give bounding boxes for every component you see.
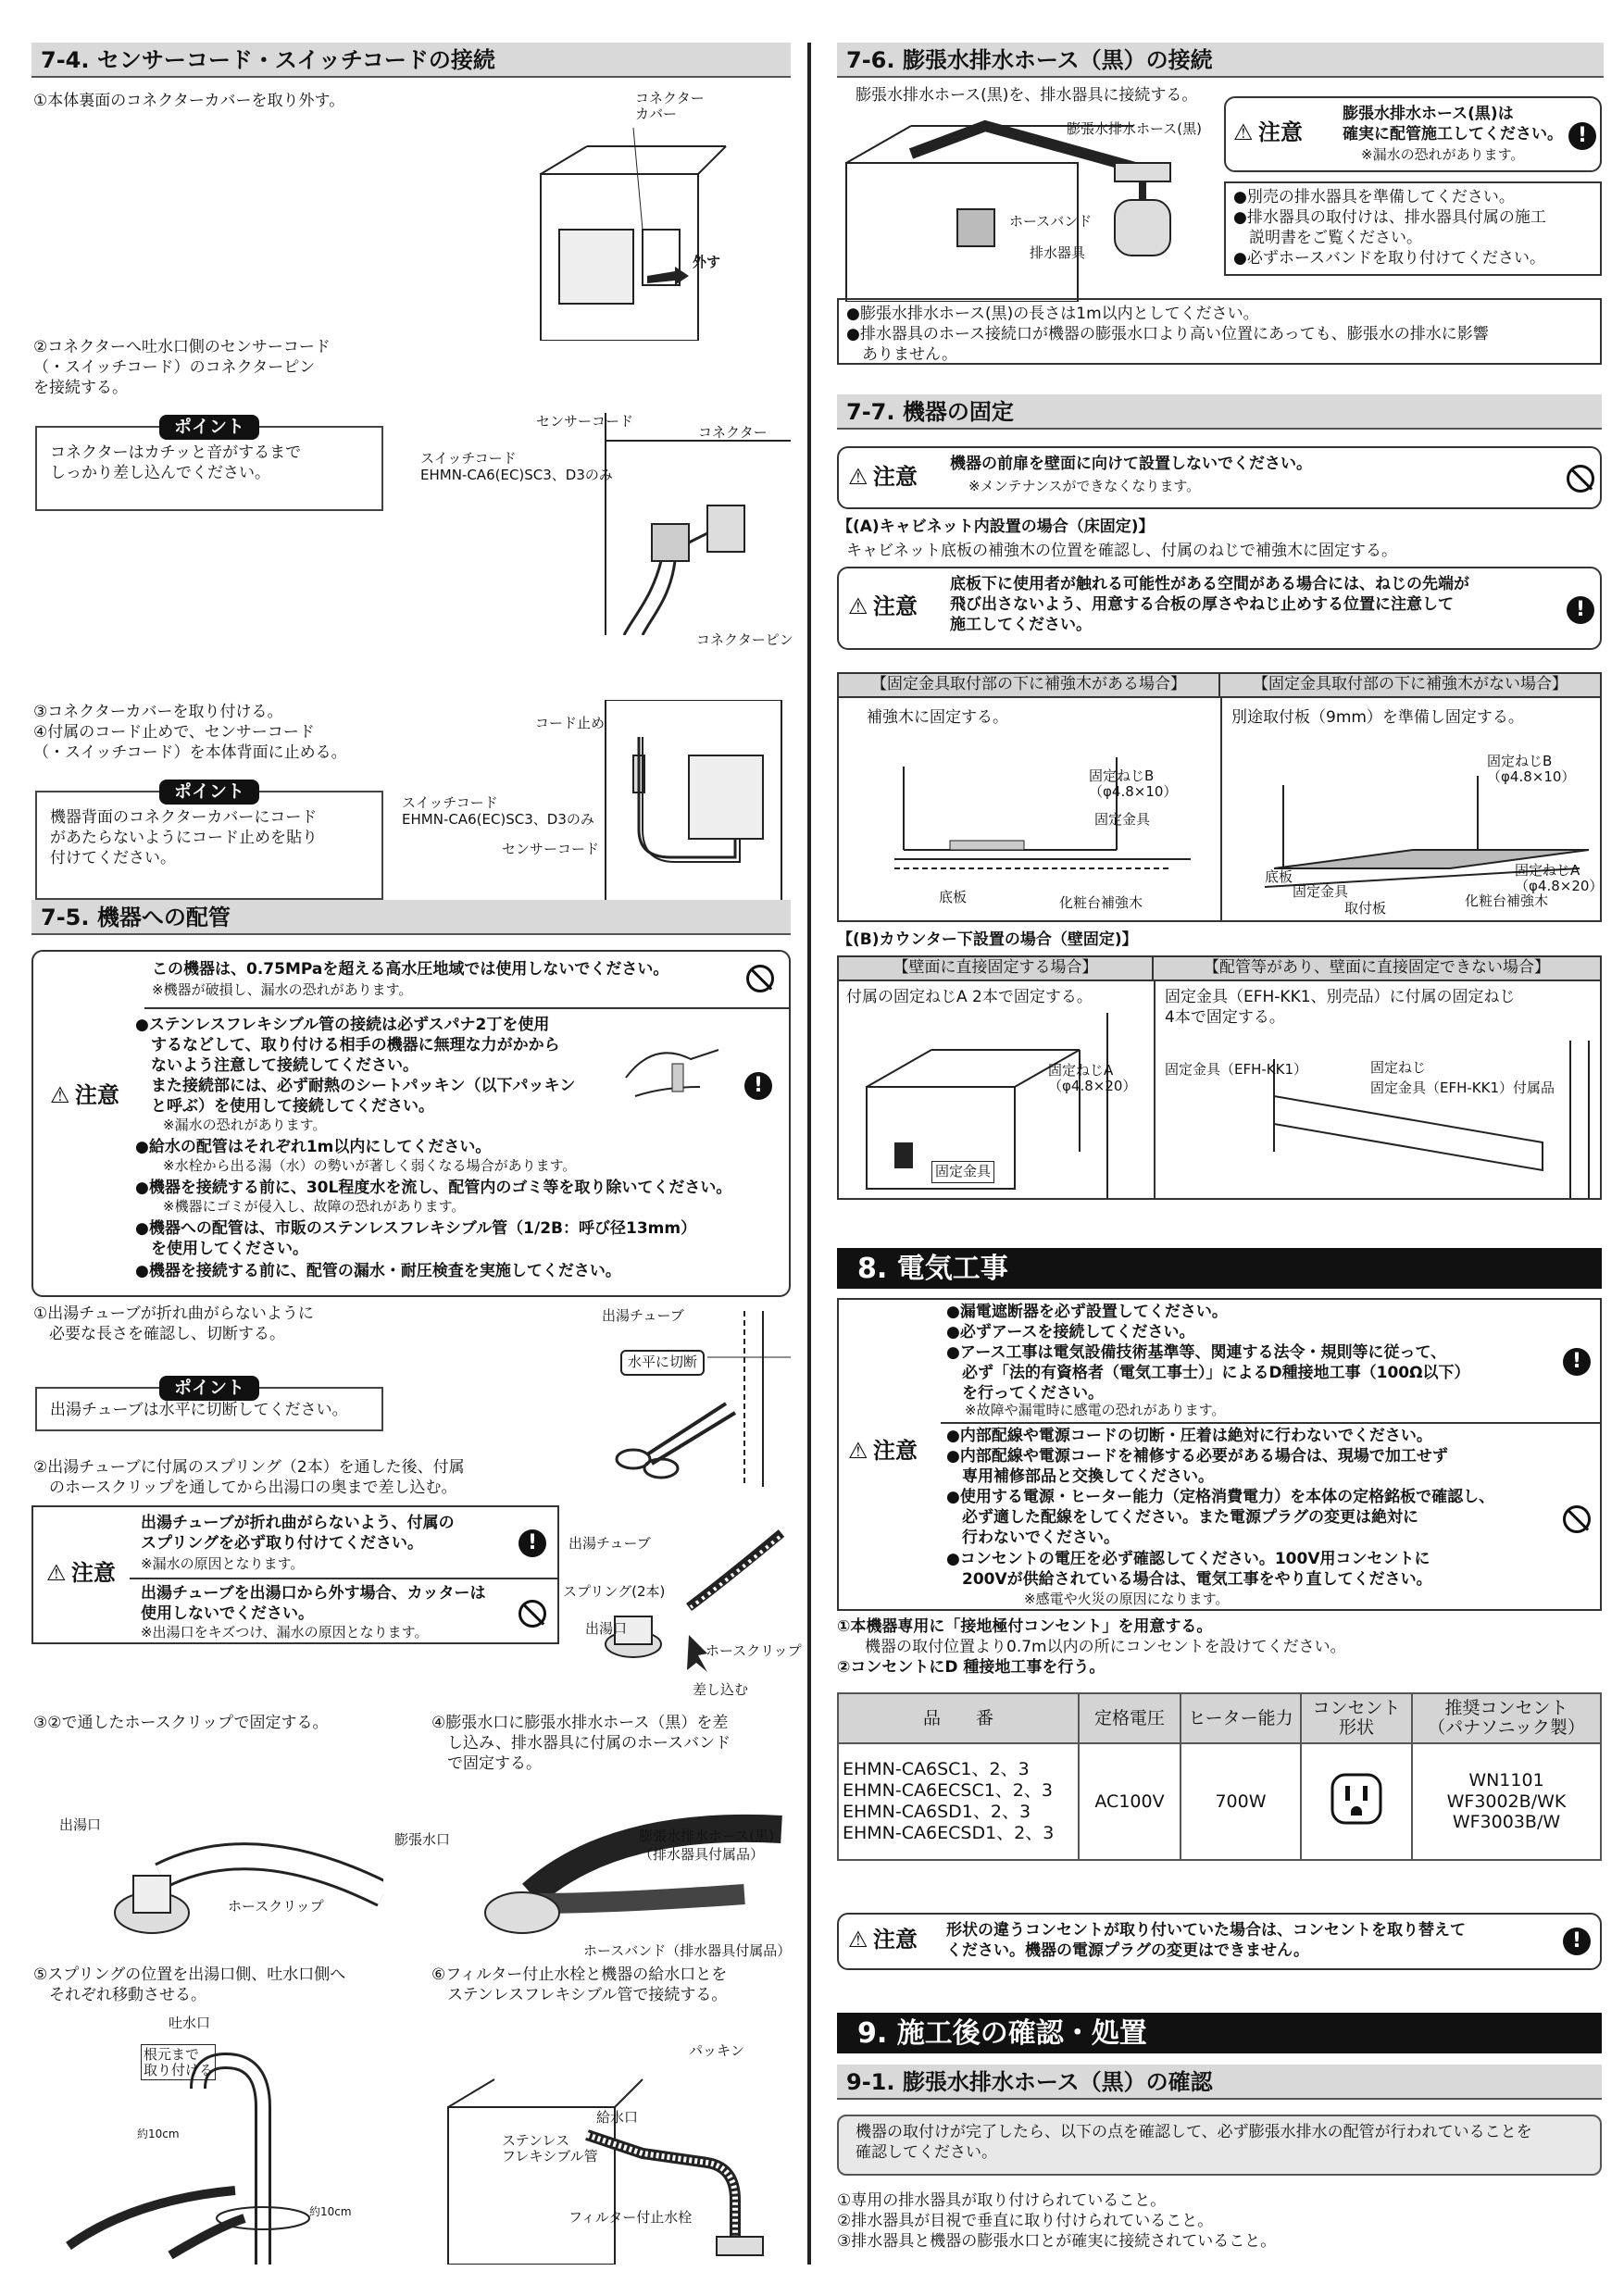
td-models: EHMN-CA6SC1、2、3 EHMN-CA6ECSC1、2、3 EHMN-CA6SD1、2、3 EHMN-CA6ECSD1、2、3 [838, 1743, 1079, 1860]
fig3-label-sensor: センサーコード [502, 841, 600, 857]
caution-8-c2-note: ※感電や火災の原因になります。 [1024, 1591, 1230, 1607]
point-text-2: 機器背面のコネクターカバーにコード があたらないようにコード止めを貼り 付けてください。 [50, 808, 318, 868]
caution-7-5-c1-note: ※機器が破損し、漏水の恐れがあります。 [152, 981, 413, 998]
fig-label-outlet: 出湯口 [585, 1620, 628, 1637]
section-7-4-title: 7-4. センサーコード・スイッチコードの接続 [31, 43, 791, 78]
fig-label-tube: 出湯チューブ [602, 1307, 684, 1324]
bottom-notes-7-6: ●膨張水排水ホース(黒)の長さは1m以内としてください。 ●排水器具のホース接続口が機器の膨張水口より高い位置にあっても、膨張水の排水に影響 ありません。 [837, 298, 1602, 365]
fig3-label-clip: ホースクリップ [228, 1898, 324, 1915]
f2-bracket: 固定金具 [1293, 883, 1349, 900]
f4-bracket: 固定金具（EFH-KK1） [1165, 1061, 1308, 1078]
figure-cord-stop [596, 700, 791, 913]
caution-7-7-1-note: ※メンテナンスができなくなります。 [968, 478, 1201, 494]
fig1-label-cover: コネクター カバー [635, 90, 705, 122]
s9-box: 機器の取付けが完了したら、以下の点を確認して、必ず膨張水排水の配管が行われていることを 確認してください。 [837, 2115, 1602, 2176]
f2-floor: 底板 [1265, 868, 1293, 885]
caution-label-7-6: ⚠ 注意 [1233, 119, 1303, 147]
spanner-hands-icon [617, 1022, 728, 1115]
prohibit-icon [746, 965, 774, 992]
s9-list: ①専用の排水器具が取り付けられていること。 ②排水器具が目視で垂直に取り付けられていること。 ③排水器具と機器の膨張水口とが確実に接続されていること。 [837, 2191, 1277, 2252]
th-voltage: 定格電圧 [1079, 1693, 1181, 1743]
table-floor-fix [837, 672, 1602, 922]
f4-acc: 固定金具（EFH-KK1）付属品 [1370, 1079, 1555, 1096]
spec-table [837, 1692, 1602, 1861]
s74-step2: ②コネクターへ吐水口側のセンサーコード （・スイッチコード）のコネクターピン を接続する。 [33, 338, 331, 398]
fig3-label-stop: コード止め [535, 715, 606, 731]
caution-box-7-5 [31, 950, 791, 1297]
caution-8-c2: ●内部配線や電源コードの切断・圧着は絶対に行わないでください。 ●内部配線や電源コードを補修する必要がある場合は、現場で加工せず 専用補修部品と交換してください。 ●使用する電源・ヒーター能力（定格消費電力）を本体の定格銘板で確認し、 必ず適した配線をしてください。また電源プラグの変更は絶対に 行わないでください。 ●コンセントの電圧を必ず確認してください。100V用コンセントに 200Vが供給されている場合は、電気工事をやり直してください。 [946, 1427, 1495, 1589]
f1-bracket: 固定金具 [1094, 811, 1151, 828]
fig-label-insert: 差し込む [693, 1681, 749, 1698]
f2-screwA: 固定ねじA （φ4.8×20） [1515, 862, 1604, 894]
s74-step1: ①本体裏面のコネクターカバーを取り外す。 [33, 92, 345, 110]
f1-screw: 固定ねじB （φ4.8×10） [1089, 767, 1178, 800]
table-floor-c1: 補強木に固定する。 [867, 708, 1008, 727]
td-outlet-shape [1301, 1743, 1412, 1860]
s74-step3: ③コネクターカバーを取り付ける。 ④付属のコード止めで、センサーコード （・スイッチコード）を本体背面に止める。 [33, 703, 347, 763]
table-floor-h2: 【固定金具取付部の下に補強木がない場合】 [1220, 674, 1600, 698]
caution-7-5-c3: ●給水の配管はそれぞれ1m以内にしてください。 [135, 1138, 492, 1156]
fig3-label-switch: スイッチコード EHMN-CA6(EC)SC3、D3のみ [402, 794, 594, 828]
fig-76-hose: 膨張水排水ホース(黒) [1067, 120, 1202, 137]
caution-label-8: ⚠ 注意 [848, 1437, 918, 1466]
caution-tube-c8-note: ※出湯口をキズつけ、漏水の原因となります。 [141, 1624, 429, 1641]
fig6-label-valve: フィルター付止水栓 [568, 2209, 693, 2226]
s77-a-text: キャビネット底板の補強木の位置を確認し、付属のねじで補強木に固定する。 [846, 542, 1397, 560]
mandatory-icon-6: ! [1563, 1928, 1591, 1955]
caution-7-6-note: ※漏水の恐れがあります。 [1361, 146, 1525, 163]
caution-7-7-1: 機器の前扉を壁面に向けて設置しないでください。 [950, 455, 1312, 473]
figure-wall-direct [857, 1013, 1135, 1198]
fig6-label-flex: ステンレス フレキシブル管 [502, 2132, 598, 2165]
f4-screw: 固定ねじ [1370, 1059, 1427, 1076]
point-tag-3: ポイント [159, 1376, 259, 1401]
warning-triangle-icon-2: ⚠ [46, 1560, 67, 1586]
f1-floor: 底板 [939, 889, 968, 905]
s75-step1: ①出湯チューブが折れ曲がらないように 必要な長さを確認し、切断する。 [33, 1304, 314, 1344]
warning-triangle-icon-5: ⚠ [848, 593, 868, 619]
mandatory-icon-3: ! [1568, 122, 1596, 150]
fig-label-cut: 水平に切断 [620, 1350, 705, 1376]
fig-label-tube2: 出湯チューブ [568, 1535, 651, 1552]
left-column [31, 43, 802, 2265]
point-text-1: コネクターはカチッと音がするまで しっかり差し込んでください。 [50, 443, 302, 483]
caution-8-c3: 形状の違うコンセントが取り付いていた場合は、コンセントを取り替えて ください。機器の電源プラグの変更はできません。 [946, 1921, 1466, 1961]
th-heater: ヒーター能力 [1181, 1693, 1301, 1743]
td-voltage: AC100V [1079, 1743, 1181, 1860]
caution-7-5-c4: ●機器を接続する前に、30L程度水を流し、配管内のゴミ等を取り除いてください。 [135, 1179, 732, 1197]
section-9-title: 9. 施工後の確認・処置 [837, 2013, 1602, 2053]
table-wall-fix [837, 955, 1602, 1200]
fig2-label-pin: コネクターピン [696, 631, 793, 648]
fig2-label-sensor: センサーコード [536, 413, 634, 430]
figure-connector-pin [596, 413, 791, 635]
caution-tube-c7-note: ※漏水の原因となります。 [141, 1555, 305, 1572]
td-heater: 700W [1181, 1743, 1301, 1860]
fig6-label-inlet: 給水口 [596, 2109, 639, 2126]
s75-step2: ②出湯チューブに付属のスプリング（2本）を通した後、付属 のホースクリップを通してから出湯口の奥まで差し込む。 [33, 1458, 465, 1498]
figure-wall-bracket [1265, 1041, 1598, 1198]
warning-triangle-icon-4: ⚠ [848, 464, 868, 490]
right-column [837, 43, 1604, 2265]
section-7-5-title: 7-5. 機器への配管 [31, 900, 791, 935]
caution-7-5-c5: ●機器への配管は、市販のステンレスフレキシブル管（1/2B：呼び径13mm） を使用してください。 [135, 1219, 697, 1259]
point-box-3 [35, 1378, 383, 1431]
s75-step4: ④膨張水口に膨張水排水ホース（黒）を差 し込み、排水器具に付属のホースバンド で固定する。 [431, 1714, 731, 1774]
mandatory-icon-4: ! [1567, 596, 1594, 624]
figure-hose-band [467, 1792, 791, 1959]
fig1-label-remove: 外す [693, 254, 721, 270]
fig5-label-10a: 約10cm [137, 2128, 180, 2140]
fig4-label-hose: 膨張水排水ホース(黒) （排水器具付属品） [639, 1828, 774, 1863]
warning-triangle-icon-3: ⚠ [1233, 119, 1254, 145]
section-8-title: 8. 電気工事 [837, 1248, 1602, 1289]
column-divider [807, 43, 811, 2265]
warning-triangle-icon: ⚠ [50, 1082, 70, 1108]
s76-intro: 膨張水排水ホース(黒)を、排水器具に接続する。 [856, 86, 1198, 105]
s8-step1: ①本機器専用に「接地極付コンセント」を用意する。 [837, 1617, 1213, 1636]
section-9-1-title: 9-1. 膨張水排水ホース（黒）の確認 [837, 2065, 1602, 2100]
table-wall-c2: 固定金具（EFH-KK1、別売品）に付属の固定ねじ 4本で固定する。 [1165, 988, 1516, 1028]
caution-box-tube [31, 1505, 559, 1644]
figure-flex-pipe [420, 2033, 791, 2265]
caution-box-7-6 [1224, 96, 1602, 172]
point-tag-2: ポイント [159, 780, 259, 805]
s75-step3: ③②で通したホースクリップで固定する。 [33, 1714, 329, 1732]
figure-hose-clip [69, 1820, 383, 1959]
caution-7-7-2: 底板下に使用者が触れる可能性がある空間がある場合には、ねじの先端が 飛び出さないよう、用意する合板の厚さやねじ止めする位置に注意して 施工してください。 [950, 575, 1469, 635]
fig5-label-10b: 約10cm [309, 2205, 352, 2218]
td-rec: WN1101 WF3002B/WK WF3003B/W [1412, 1743, 1601, 1860]
point-box-1 [35, 417, 383, 511]
fig3-label-outlet: 出湯口 [59, 1816, 102, 1833]
caution-8-c1-note: ※故障や漏電時に感電の恐れがあります。 [965, 1402, 1226, 1418]
f3-bracket: 固定金具 [931, 1161, 994, 1183]
point-tag: ポイント [159, 415, 259, 440]
caution-box-7-7a [837, 446, 1602, 509]
caution-7-5-c6: ●機器を接続する前に、配管の漏水・耐圧検査を実施してください。 [135, 1262, 621, 1280]
prohibit-icon-2 [518, 1600, 546, 1628]
fig-76-drain: 排水器具 [1030, 244, 1086, 261]
fig-76-band: ホースバンド [1009, 213, 1093, 230]
table-floor-h1: 【固定金具取付部の下に補強木がある場合】 [839, 674, 1220, 698]
fig4-label-band: ホースバンド（排水器具付属品） [583, 1942, 792, 1959]
caution-box-8 [837, 1298, 1602, 1611]
table-wall-c1: 付属の固定ねじA 2本で固定する。 [846, 988, 1093, 1006]
caution-7-5-c2-note: ※漏水の恐れがあります。 [163, 1117, 327, 1133]
fig6-label-packing: パッキン [689, 2042, 744, 2059]
fig2-label-switch: スイッチコード EHMN-CA6(EC)SC3、D3のみ [420, 450, 613, 483]
caution-label-tube: ⚠ 注意 [46, 1559, 116, 1588]
fig4-label-port: 膨張水口 [394, 1831, 451, 1848]
section-7-6-title: 7-6. 膨張水排水ホース（黒）の接続 [837, 43, 1604, 78]
prohibit-icon-4 [1563, 1505, 1591, 1533]
outlet-shape-icon [1327, 1769, 1386, 1828]
fig-label-spring: スプリング(2本) [563, 1583, 666, 1600]
table-wall-h1: 【壁面に直接固定する場合】 [839, 957, 1154, 981]
fig5-label-root: 根元まで 取り付ける [141, 2044, 216, 2080]
warning-triangle-icon-7: ⚠ [848, 1927, 868, 1953]
caution-7-5-c4-note: ※機器にゴミが侵入し、故障の恐れがあります。 [163, 1198, 466, 1215]
caution-box-7-7b [837, 567, 1602, 650]
s75-step6: ⑥フィルター付止水栓と機器の給水口とを ステンレスフレキシブル管で接続する。 [431, 1965, 728, 2005]
caution-label-7-5: ⚠ 注意 [50, 1081, 119, 1110]
caution-7-5-c1: この機器は、0.75MPaを超える高水圧地域では使用しないでください。 [152, 960, 669, 979]
th-model: 品 番 [838, 1693, 1079, 1743]
table-floor-c2: 別途取付板（9mm）を準備し固定する。 [1231, 708, 1524, 727]
prohibit-icon-3 [1567, 465, 1594, 493]
f3-screw: 固定ねじA （φ4.8×20） [1048, 1062, 1137, 1094]
caution-box-8b [837, 1913, 1602, 1970]
s8-step1-sub: 機器の取付位置より0.7m以内の所にコンセントを設けてください。 [865, 1638, 1346, 1656]
caution-tube-c7: 出湯チューブが折れ曲がらないよう、付属の スプリングを必ず取り付けてください。 [141, 1514, 455, 1554]
f2-screwB: 固定ねじB （φ4.8×10） [1487, 753, 1576, 785]
s75-step5: ⑤スプリングの位置を出湯口側、吐水口側へ それぞれ移動させる。 [33, 1965, 346, 2005]
f1-wood: 化粧台補強木 [1059, 894, 1143, 911]
caution-7-5-c3-note: ※水栓から出る湯（水）の勢いが著しく弱くなる場合があります。 [163, 1157, 577, 1174]
th-rec: 推奨コンセント （パナソニック製） [1412, 1693, 1601, 1743]
th-outlet: コンセント 形状 [1301, 1693, 1412, 1743]
f2-wood: 化粧台補強木 [1465, 892, 1549, 909]
s77-b-head: 【(B)カウンター下設置の場合（壁固定)】 [837, 930, 1138, 949]
point-box-2 [35, 781, 383, 900]
s77-a-head: 【(A)キャビネット内設置の場合（床固定)】 [837, 518, 1155, 536]
s8-step2: ②コンセントにD 種接地工事を行う。 [837, 1658, 1106, 1677]
notes-7-6: ●別売の排水器具を準備してください。 ●排水器具の取付けは、排水器具付属の施工 説明書をご覧ください。 ●必ずホースバンドを取り付けてください。 [1224, 181, 1602, 276]
mandatory-icon-2: ! [518, 1529, 546, 1557]
caution-8-c1: ●漏電遮断器を必ず設置してください。 ●必ずアースを接続してください。 ●アース工事は電気設備技術基準等、関連する法令・規則等に従って、 必ず「法的有資格者（電気工事士）」によるD種接地工事（100Ω以下） を行ってください。 [946, 1303, 1470, 1404]
fig2-label-connector: コネクター [698, 424, 768, 441]
figure-connector-cover [513, 91, 791, 341]
fig-label-clip: ホースクリップ [706, 1642, 802, 1659]
mandatory-icon-5: ! [1563, 1348, 1591, 1376]
section-7-7-title: 7-7. 機器の固定 [837, 394, 1602, 430]
spec-table-wrap [837, 1692, 1602, 1861]
figure-cut-tube [596, 1302, 791, 1487]
fig5-label-spout: 吐水口 [169, 2015, 211, 2031]
caution-label-7-7b: ⚠ 注意 [848, 593, 918, 621]
caution-tube-c8: 出湯チューブを出湯口から外す場合、カッターは 使用しないでください。 [141, 1584, 486, 1624]
mandatory-icon: ! [744, 1072, 772, 1100]
point-text-3: 出湯チューブは水平に切断してください。 [50, 1401, 348, 1419]
caution-label-7-7a: ⚠ 注意 [848, 463, 918, 492]
f2-plate: 取付板 [1344, 900, 1387, 917]
caution-7-6-text: 膨張水排水ホース(黒)は 確実に配管施工してください。 [1343, 105, 1563, 144]
caution-label-8b: ⚠ 注意 [848, 1926, 918, 1954]
warning-triangle-icon-6: ⚠ [848, 1438, 868, 1464]
table-wall-h2: 【配管等があり、壁面に直接固定できない場合】 [1154, 957, 1600, 981]
caution-7-5-c2: ●ステンレスフレキシブル管の接続は必ずスパナ2丁を使用 するなどして、取り付ける相手の機器に無理な力がかから ないよう注意して接続してください。 また接続部には、必ず耐熱のシートパッキン（以下パッキン と呼ぶ）を使用して接続してください。 [135, 1016, 576, 1117]
